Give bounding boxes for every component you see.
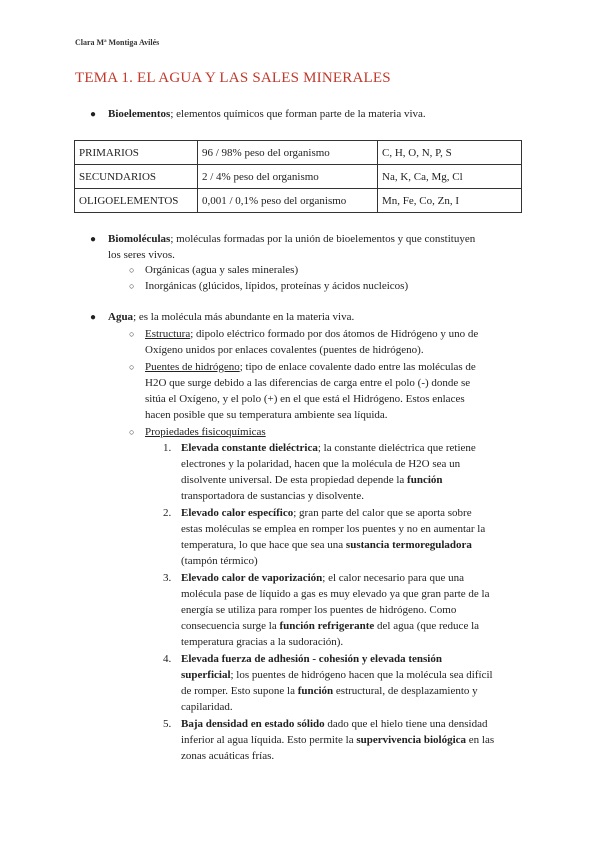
p1-line-2: electrones y la polaridad, hacen que la molécula de H2O sea un xyxy=(181,458,461,470)
table-row: SECUNDARIOS 2 / 4% peso del organismo Na, K, Ca, Mg, Cl xyxy=(75,165,522,189)
puentes-line-3: sitúa el Oxígeno, y el polo (+) en el que está el Hidrógeno. Estos enlaces xyxy=(145,393,465,405)
p3-line-4: consecuencia surge la función refrigerante del agua (que reduce la xyxy=(181,620,480,632)
p3-line-3: energía se utiliza para romper los puentes de hidrógeno. Como xyxy=(181,604,457,616)
circle-bullet-icon: ○ xyxy=(129,281,135,291)
p2-line-3: temperatura, lo que hace que sea una sustancia termoreguladora xyxy=(181,539,472,551)
list-number: 4. xyxy=(163,653,172,665)
estructura-line-2: Oxígeno unidos por enlaces covalentes (puentes de hidrógeno). xyxy=(145,344,424,356)
p5-line-3: zonas acuáticas frías. xyxy=(181,750,275,762)
list-number: 3. xyxy=(163,572,172,584)
p5-line-1: Baja densidad en estado sólido dado que el hielo tiene una densidad xyxy=(181,718,488,730)
p3-line-1: Elevado calor de vaporización; el calor necesario para que una xyxy=(181,572,464,584)
author-name: Clara Mª Montiga Avilés xyxy=(75,38,160,47)
p2-line-1: Elevado calor específico; gran parte del calor que se aporta sobre xyxy=(181,507,472,519)
circle-bullet-icon: ○ xyxy=(129,265,135,275)
p4-line-2: superficial; los puentes de hidrógeno hacen que la molécula sea difícil xyxy=(181,669,493,681)
p4-line-3: de romper. Esto supone la función estructural, de desplazamiento y xyxy=(181,685,478,697)
biomoleculas-line: Biomoléculas; moléculas formadas por la unión de bioelementos y que constituyen xyxy=(108,233,476,245)
propiedades-title: Propiedades fisicoquímicas xyxy=(145,426,266,438)
list-number: 5. xyxy=(163,718,172,730)
bioelementos-table xyxy=(74,140,522,213)
circle-bullet-icon: ○ xyxy=(129,362,135,372)
list-item: Inorgánicas (glúcidos, lípidos, proteínas y ácidos nucleicos) xyxy=(145,280,409,292)
table-row: OLIGOELEMENTOS 0,001 / 0,1% peso del organismo Mn, Fe, Co, Zn, I xyxy=(75,189,522,213)
bioelementos-line: Bioelementos; elementos químicos que forman parte de la materia viva. xyxy=(108,108,426,120)
p3-line-2: molécula pase de líquido a gas es muy elevado ya que gran parte de la xyxy=(181,588,490,600)
p5-line-2: inferior al agua líquida. Esto permite la supervivencia biológica en las xyxy=(181,734,495,746)
list-number: 2. xyxy=(163,507,172,519)
p4-line-1: Elevada fuerza de adhesión - cohesión y elevada tensión xyxy=(181,653,442,665)
bullet-icon: ● xyxy=(90,109,97,120)
puentes-line-4: hacen posible que su temperatura ambiente sea líquida. xyxy=(145,409,388,421)
list-item: Orgánicas (agua y sales minerales) xyxy=(145,264,299,276)
p3-line-5: temperatura gracias a la sudoración). xyxy=(181,636,344,648)
agua-line: Agua; es la molécula más abundante en la materia viva. xyxy=(108,311,355,323)
p4-line-4: capilaridad. xyxy=(181,701,233,713)
list-number: 1. xyxy=(163,442,172,454)
bullet-icon: ● xyxy=(90,312,97,323)
p2-line-2: estas moléculas se emplea en romper los puentes y no en aumentar la xyxy=(181,523,486,535)
circle-bullet-icon: ○ xyxy=(129,329,135,339)
page-title: TEMA 1. EL AGUA Y LAS SALES MINERALES xyxy=(75,70,391,86)
puentes-line: Puentes de hidrógeno; tipo de enlace covalente dado entre las moléculas de xyxy=(145,361,476,373)
p1-line-1: Elevada constante dieléctrica; la constante dieléctrica que retiene xyxy=(181,442,476,454)
puentes-line-2: H2O que surge debido a las diferencias de carga entre el polo (-) donde se xyxy=(145,377,471,389)
table-row: PRIMARIOS 96 / 98% peso del organismo C, H, O, N, P, S xyxy=(75,141,522,165)
biomoleculas-line-2: los seres vivos. xyxy=(108,249,175,261)
p2-line-4: (tampón térmico) xyxy=(181,555,258,567)
p1-line-4: transportadora de sustancias y disolvente. xyxy=(181,490,364,502)
bullet-icon: ● xyxy=(90,234,97,245)
p1-line-3: disolvente universal. De esta propiedad depende la función xyxy=(181,474,443,486)
circle-bullet-icon: ○ xyxy=(129,427,135,437)
estructura-line: Estructura; dipolo eléctrico formado por dos átomos de Hidrógeno y uno de xyxy=(145,328,479,340)
